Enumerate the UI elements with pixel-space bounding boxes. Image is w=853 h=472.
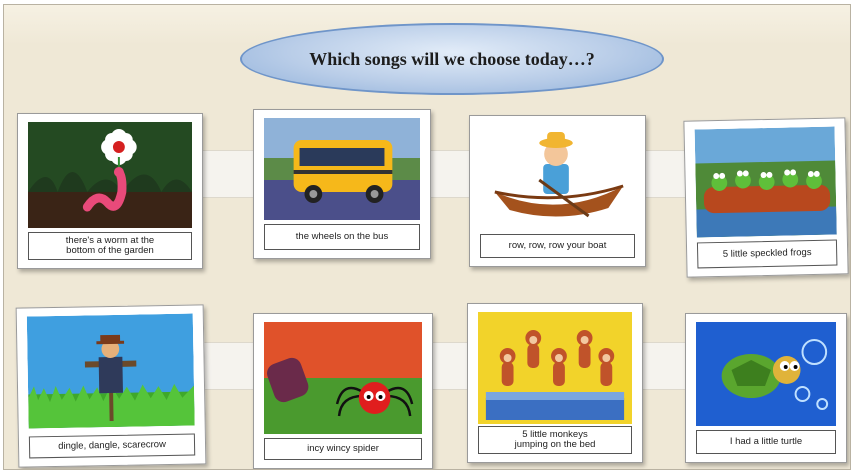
card-caption: row, row, row your boat xyxy=(508,239,607,251)
turtle-icon xyxy=(696,322,836,426)
card-caption: there's a worm at the xyxy=(65,234,155,246)
song-card-scarecrow[interactable] xyxy=(16,304,207,467)
rowboat-icon xyxy=(480,124,635,230)
card-caption: incy wincy spider xyxy=(307,442,379,454)
song-card-bus[interactable] xyxy=(253,109,431,259)
card-caption: 5 little monkeys xyxy=(522,428,588,440)
frogs-on-log-icon xyxy=(695,127,837,238)
page-title: Which songs will we choose today…? xyxy=(309,48,595,69)
card-caption: the wheels on the bus xyxy=(295,230,389,242)
title-banner xyxy=(240,23,664,95)
song-card-boat[interactable] xyxy=(469,115,646,267)
song-card-turtle[interactable] xyxy=(685,313,847,463)
song-card-spider[interactable] xyxy=(253,313,433,469)
song-card-worm[interactable] xyxy=(17,113,203,269)
card-caption: 5 little speckled frogs xyxy=(722,246,812,260)
spider-icon xyxy=(264,322,422,434)
card-caption-line2: bottom of the garden xyxy=(66,245,154,256)
card-caption-line2: jumping on the bed xyxy=(514,439,596,450)
song-card-frogs[interactable] xyxy=(683,117,848,277)
card-caption: dingle, dangle, scarecrow xyxy=(58,438,166,452)
school-bus-icon xyxy=(264,118,420,220)
card-caption: I had a little turtle xyxy=(729,435,803,447)
song-choice-board xyxy=(3,4,851,470)
worm-flower-icon xyxy=(28,122,192,228)
scarecrow-icon xyxy=(27,314,195,429)
song-card-monkeys[interactable] xyxy=(467,303,643,463)
monkeys-on-bed-icon xyxy=(478,312,632,424)
